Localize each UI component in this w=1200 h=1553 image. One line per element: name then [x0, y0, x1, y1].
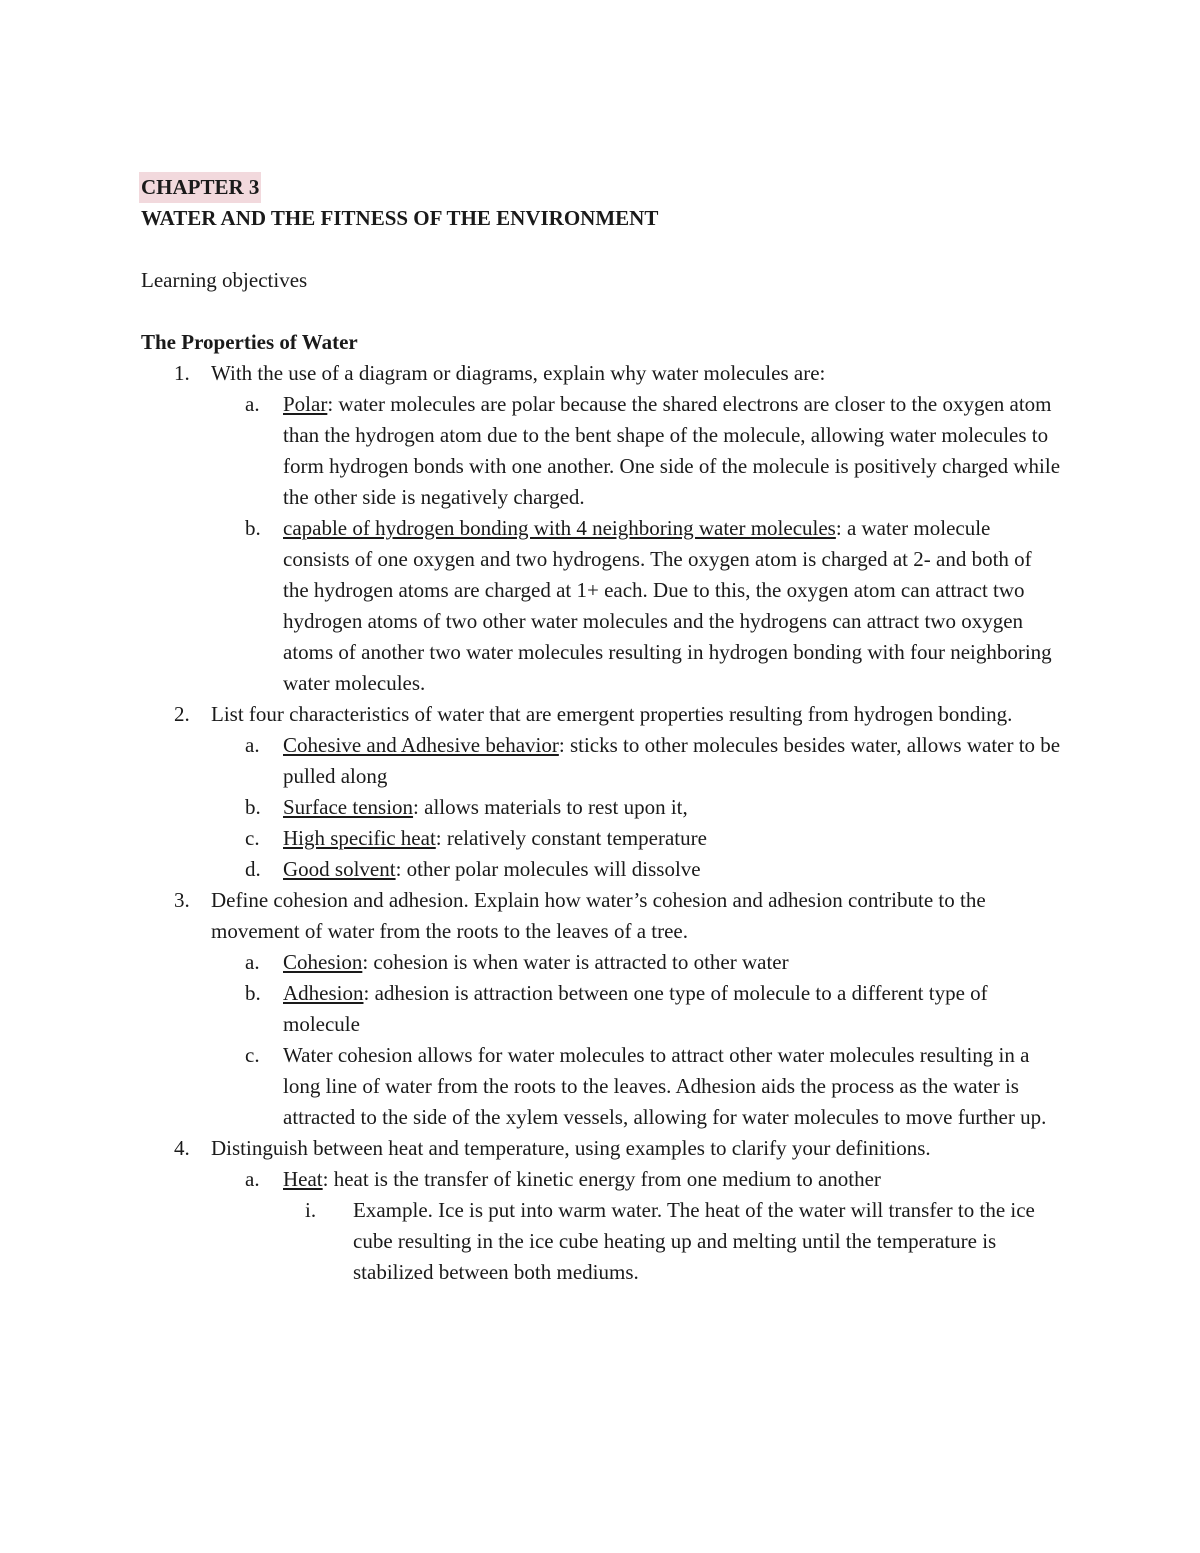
objective-number: 4.	[174, 1136, 190, 1160]
answer-letter: a.	[245, 1167, 260, 1191]
answer-text: : other polar molecules will dissolve	[395, 857, 701, 881]
answer-letter: a.	[245, 950, 260, 974]
answer-letter: d.	[245, 857, 261, 881]
answer-item	[211, 823, 1061, 854]
answer-text: : sticks to other molecules besides water, allows water to be pulled along	[283, 733, 1061, 788]
answer-text: : allows materials to rest upon it,	[413, 795, 688, 819]
answer-term: Surface tension	[283, 795, 414, 819]
answer-letter: b.	[245, 795, 261, 819]
answer-item	[211, 1040, 1061, 1133]
answer-letter: c.	[245, 826, 260, 850]
answer-text: : cohesion is when water is attracted to other water	[362, 950, 789, 974]
answer-item	[211, 792, 1061, 823]
objective-number: 3.	[174, 888, 190, 912]
answer-list	[211, 947, 1061, 1133]
answer-list	[211, 1164, 1061, 1288]
answer-text: : adhesion is attraction between one type of molecule to a different type of molecule	[283, 981, 988, 1036]
objective-text: Distinguish between heat and temperature, using examples to clarify your definitions.	[211, 1136, 931, 1160]
answer-list	[211, 730, 1061, 885]
answer-item	[211, 978, 1061, 1040]
objective-item-4	[141, 1133, 1061, 1288]
answer-item	[211, 513, 1061, 699]
answer-letter: a.	[245, 733, 260, 757]
answer-item	[211, 854, 1061, 885]
answer-letter: a.	[245, 392, 260, 416]
answer-letter: b.	[245, 981, 261, 1005]
spacer	[141, 234, 1061, 265]
objective-text: With the use of a diagram or diagrams, explain why water molecules are:	[211, 361, 826, 385]
chapter-label: CHAPTER 3	[139, 172, 261, 203]
objective-number: 1.	[174, 361, 190, 385]
answer-text: : relatively constant temperature	[435, 826, 707, 850]
objectives-list	[141, 358, 1061, 1288]
answer-term: Heat	[283, 1167, 323, 1191]
example-list	[283, 1195, 1061, 1288]
answer-item	[211, 389, 1061, 513]
answer-item	[211, 1164, 1061, 1288]
spacer	[141, 296, 1061, 327]
chapter-title: WATER AND THE FITNESS OF THE ENVIRONMENT	[141, 206, 659, 230]
answer-text: : a water molecule consists of one oxygen and two hydrogens. The oxygen atom is charged at 2- and both of the hydrogen atoms are charged at 1+ each. Due to this, the oxygen atom can attract two hydrogen atoms of two other water molecules and the hydrogens can attract two oxygen atoms of another two water molecules resulting in hydrogen bonding with four neighboring water molecules.	[283, 516, 1052, 695]
answer-text: Water cohesion allows for water molecules to attract other water molecules resulting in a long line of water from the roots to the leaves. Adhesion aids the process as the water is attracted to the side of the xylem vessels, allowing for water molecules to move further up.	[283, 1043, 1047, 1129]
objective-item-3	[141, 885, 1061, 1133]
objective-number: 2.	[174, 702, 190, 726]
objective-text: Define cohesion and adhesion. Explain how water’s cohesion and adhesion contribute to the movement of water from the roots to the leaves of a tree.	[211, 888, 986, 943]
example-numeral: i.	[305, 1198, 317, 1222]
example-text: Example. Ice is put into warm water. The heat of the water will transfer to the ice cube resulting in the ice cube heating up and melting until the temperature is stabilized between both mediums.	[353, 1198, 1035, 1284]
answer-term: Adhesion	[283, 981, 364, 1005]
answer-letter: c.	[245, 1043, 260, 1067]
chapter-label-line	[141, 172, 1061, 203]
answer-list	[211, 389, 1061, 699]
answer-term: High specific heat	[283, 826, 436, 850]
objective-text: List four characteristics of water that are emergent properties resulting from hydrogen bonding.	[211, 702, 1013, 726]
answer-letter: b.	[245, 516, 261, 540]
objective-item-1	[141, 358, 1061, 699]
answer-text: : heat is the transfer of kinetic energy from one medium to another	[322, 1167, 881, 1191]
answer-term: Cohesion	[283, 950, 363, 974]
answer-item	[211, 730, 1061, 792]
document-body	[141, 172, 1061, 1288]
answer-item	[211, 947, 1061, 978]
section-heading: The Properties of Water	[141, 330, 358, 354]
answer-term: Good solvent	[283, 857, 396, 881]
answer-term: Cohesive and Adhesive behavior	[283, 733, 559, 757]
answer-term: capable of hydrogen bonding with 4 neighboring water molecules	[283, 516, 836, 540]
learning-objectives-label: Learning objectives	[141, 268, 308, 292]
answer-term: Polar	[283, 392, 328, 416]
answer-text: : water molecules are polar because the shared electrons are closer to the oxygen atom than the hydrogen atom due to the bent shape of the molecule, allowing water molecules to form hydrogen bonds with one another. One side of the molecule is positively charged while the other side is negatively charged.	[283, 392, 1061, 509]
objective-item-2	[141, 699, 1061, 885]
example-item	[283, 1195, 1061, 1288]
